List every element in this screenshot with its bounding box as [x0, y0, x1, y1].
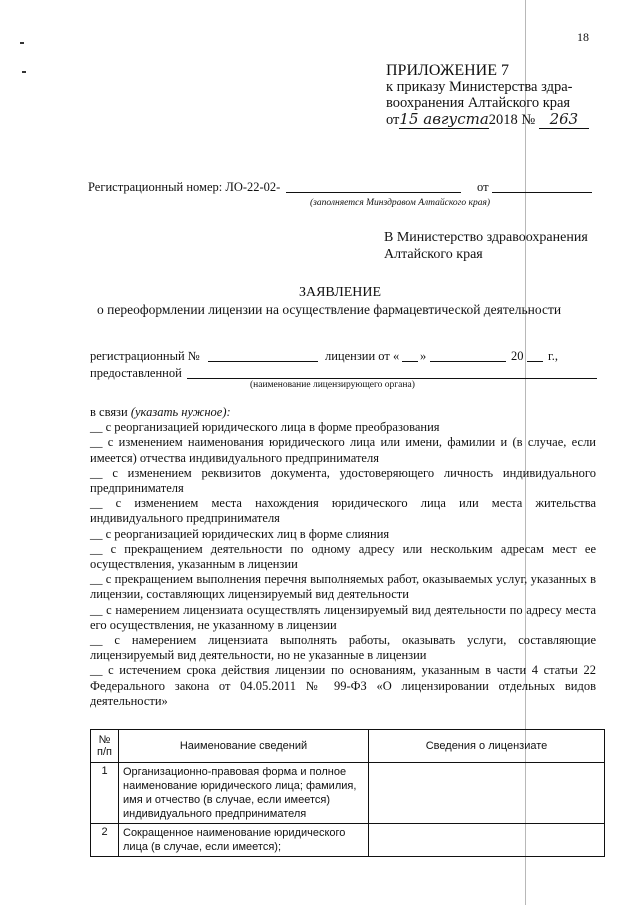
registration-note: (заполняется Минздравом Алтайского края) — [310, 198, 491, 208]
row-name: Сокращенное наименование юридического лица (в случае, если имеется); — [119, 824, 369, 857]
reasons-list — [90, 405, 596, 709]
reason-item: __ с изменением места нахождения юридического лица или места жительства индивидуального предпринимателя — [90, 496, 596, 526]
row-number: 1 — [91, 763, 119, 824]
provided-label: предоставленной — [90, 366, 182, 380]
header-number: № п/п — [91, 730, 119, 763]
license-from-label: лицензии от « — [325, 349, 400, 363]
scan-speck — [20, 42, 24, 44]
page-number: 18 — [577, 30, 589, 44]
reg-number-label: регистрационный № — [90, 349, 200, 363]
registration-label: Регистрационный номер: ЛО-22-02- — [88, 180, 281, 194]
header-name: Наименование сведений — [119, 730, 369, 763]
license-year-prefix: 20 — [511, 349, 524, 363]
licensing-body-note: (наименование лицензирующего органа) — [250, 380, 415, 390]
row-name: Организационно-правовая форма и полное наименование юридического лица; фамилия, имя и отчество (в случае, если имеется) индивидуального предпринимателя — [119, 763, 369, 824]
handwritten-order-number: 263 — [539, 110, 589, 129]
addressee-line-2: Алтайского края — [384, 247, 483, 262]
appendix-date-prefix: от — [386, 112, 400, 128]
document-subtitle: о переоформлении лицензии на осуществление фармацевтической деятельности — [97, 302, 562, 317]
license-year-suffix: г., — [548, 349, 558, 363]
addressee-line-1: В Министерство здравоохранения — [384, 230, 588, 245]
reason-item: __ с реорганизацией юридического лица в форме преобразования — [90, 420, 440, 435]
license-month-line — [430, 361, 506, 362]
table-row — [91, 824, 605, 857]
appendix-line-2: воохранения Алтайского края — [386, 95, 571, 111]
reason-item: __ с намерением лицензиата осуществлять лицензируемый вид деятельности по адресу места его осуществления, не указанному в лицензии — [90, 602, 596, 632]
license-day-line — [402, 361, 418, 362]
reason-item: __ с прекращением выполнения перечня выполняемых работ, оказываемых услуг, указанных в лицензии, составляющих лицензируемый вид деятельности — [90, 572, 596, 602]
reasons-intro — [90, 405, 596, 420]
appendix-year-text: 2018 № — [488, 112, 536, 128]
reasons-intro-text: в связи — [90, 405, 131, 419]
header-value: Сведения о лицензиате — [369, 730, 605, 763]
license-year-line — [527, 361, 543, 362]
table-header-row — [91, 730, 605, 763]
reason-item: __ с реорганизацией юридических лиц в форме слияния — [90, 526, 390, 541]
reasons-intro-italic: (указать нужное): — [130, 405, 231, 419]
reason-item: __ с истечением срока действия лицензии по основаниям, указанным в части 4 статьи 22 Федерального закона от 04.05.2011 № 99-ФЗ «О лицензировании отдельных видов деятельности» — [90, 663, 596, 708]
table-row — [91, 763, 605, 824]
row-value — [369, 824, 605, 857]
reg-number-line — [208, 361, 318, 362]
registration-date-line — [492, 192, 592, 193]
scan-speck — [22, 71, 26, 73]
row-value — [369, 763, 605, 824]
licensing-body-line — [187, 378, 597, 379]
reason-item: __ с изменением наименования юридического лица или имени, фамилии и (в случае, если имеется) отчества индивидуального предпринимателя — [90, 435, 596, 465]
document-title: ЗАЯВЛЕНИЕ — [298, 285, 382, 300]
registration-from-label: от — [477, 180, 489, 194]
licensee-info-table — [90, 729, 605, 857]
license-quote-close: » — [420, 349, 427, 363]
reason-item: __ с прекращением деятельности по одному адресу или нескольким адресам мест ее осуществления, указанным в лицензии — [90, 541, 596, 572]
appendix-title: ПРИЛОЖЕНИЕ 7 — [386, 62, 510, 79]
row-number: 2 — [91, 824, 119, 857]
handwritten-date: 15 августа — [399, 110, 489, 128]
reason-item: __ с намерением лицензиата выполнять работы, оказывать услуги, составляющие лицензируемый вид деятельности, но не указанные в лицензии — [90, 633, 596, 663]
registration-number-line — [286, 192, 461, 193]
appendix-date-row — [386, 110, 589, 129]
reason-item: __ с изменением реквизитов документа, удостоверяющего личность индивидуального предпринимателя — [90, 465, 596, 496]
appendix-line-1: к приказу Министерства здра- — [386, 79, 573, 95]
